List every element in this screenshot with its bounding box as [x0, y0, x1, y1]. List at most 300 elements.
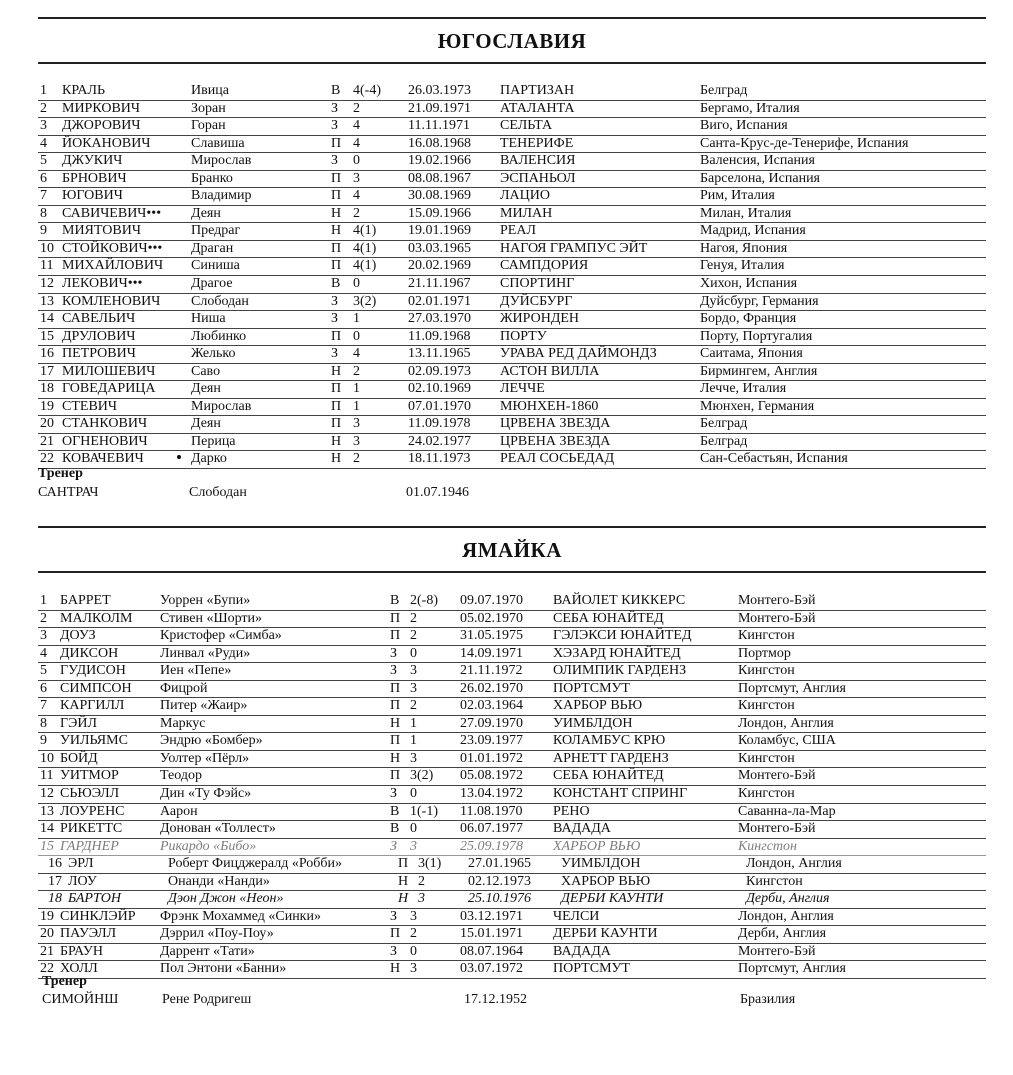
player-club: РЕНО: [553, 803, 590, 819]
player-num: 11: [40, 258, 54, 274]
player-name: Синиша: [191, 258, 240, 274]
player-city: Валенсия, Испания: [700, 153, 815, 169]
coach-dob: 17.12.1952: [464, 992, 527, 1007]
player-dob: 27.09.1970: [460, 715, 523, 731]
player-num: 21: [40, 943, 54, 959]
player-name: Фрэнк Мохаммед «Синки»: [160, 908, 321, 924]
player-row: [38, 294, 986, 312]
player-name: Слободан: [191, 293, 249, 309]
player-caps: 2: [353, 100, 360, 116]
player-pos: В: [390, 803, 400, 819]
player-club: ВАДАДА: [553, 821, 611, 837]
player-city: Дерби, Англия: [738, 926, 827, 942]
player-caps: 2(-8): [410, 593, 438, 608]
player-surname: ГАРДНЕР: [60, 838, 119, 854]
player-num: 1: [40, 593, 47, 608]
player-dob: 08.07.1964: [460, 943, 523, 959]
player-num: 15: [40, 328, 54, 344]
player-city: Кингстон: [738, 628, 795, 644]
player-pos: П: [331, 398, 342, 414]
player-city: Мадрид, Испания: [700, 223, 806, 239]
player-club: ПОРТУ: [500, 328, 547, 344]
player-surname: ЭРЛ: [68, 856, 94, 872]
player-pos: В: [331, 83, 341, 98]
player-club: ХАРБОР ВЬЮ: [561, 873, 651, 889]
player-surname: ОГНЕНОВИЧ: [62, 433, 148, 449]
player-name: Ниша: [191, 311, 226, 327]
player-num: 14: [40, 821, 54, 837]
player-pos: Н: [398, 891, 409, 907]
player-pos: Н: [331, 223, 342, 239]
player-pos: З: [331, 346, 339, 362]
player-row: [38, 926, 986, 944]
player-row: [38, 839, 986, 857]
player-dob: 13.04.1972: [460, 786, 523, 802]
player-name: Саво: [191, 363, 221, 379]
player-num: 8: [40, 205, 47, 221]
player-club: АСТОН ВИЛЛА: [500, 363, 600, 379]
player-surname: ЛОУРЕНС: [60, 803, 125, 819]
player-row: [38, 276, 986, 294]
player-num: 13: [40, 803, 54, 819]
player-city: Кингстон: [738, 838, 797, 854]
player-num: 20: [40, 416, 54, 432]
player-dob: 11.09.1968: [408, 328, 471, 344]
player-row: [38, 909, 986, 927]
player-caps: 4: [353, 188, 360, 204]
player-city: Рим, Италия: [700, 188, 775, 204]
player-club: ХЭЗАРД ЮНАЙТЕД: [553, 645, 681, 661]
player-pos: В: [331, 276, 341, 292]
player-num: 6: [40, 170, 47, 186]
player-dob: 02.09.1973: [408, 363, 471, 379]
player-surname: ЙОКАНОВИЧ: [62, 135, 151, 151]
player-caps: 2: [418, 873, 425, 889]
player-name: Иен «Пепе»: [160, 663, 232, 679]
player-city: Портмор: [738, 645, 791, 661]
player-pos: З: [331, 293, 339, 309]
player-pos: П: [331, 416, 342, 432]
player-club: ГЭЛЭКСИ ЮНАЙТЕД: [553, 628, 692, 644]
player-city: Белград: [700, 433, 748, 449]
player-pos: З: [390, 786, 398, 802]
player-name: Дэон Джон «Неон»: [168, 891, 284, 907]
player-surname: ХОЛЛ: [60, 961, 98, 977]
player-name: Мирослав: [191, 153, 252, 169]
player-caps: 3(1): [418, 856, 442, 872]
coach-name: Рене Родригеш: [162, 992, 252, 1007]
player-surname: БРАУН: [60, 943, 103, 959]
roster-yugoslavia: [38, 83, 986, 469]
player-name: Линвал «Руди»: [160, 645, 251, 661]
player-name: Уолтер «Пёрл»: [160, 750, 250, 766]
player-surname: ПАУЭЛЛ: [60, 926, 117, 942]
player-city: Мюнхен, Германия: [700, 398, 815, 414]
player-dob: 03.07.1972: [460, 961, 523, 977]
coach-surname: САНТРАЧ: [38, 485, 99, 500]
player-pos: З: [331, 153, 339, 169]
player-surname: БАРРЕТ: [60, 593, 111, 608]
player-club: НАГОЯ ГРАМПУС ЭЙТ: [500, 240, 648, 256]
player-city: Порту, Португалия: [700, 328, 813, 344]
player-dob: 03.03.1965: [408, 240, 471, 256]
coach-heading-yugoslavia: Тренер: [38, 466, 83, 481]
player-dob: 05.08.1972: [460, 768, 523, 784]
player-dob: 08.08.1967: [408, 170, 471, 186]
player-dob: 16.08.1968: [408, 135, 471, 151]
player-dob: 27.03.1970: [408, 311, 471, 327]
player-surname: ЛЕКОВИЧ•••: [62, 276, 143, 292]
player-city: Белград: [700, 416, 748, 432]
player-name: Дэррил «Поу-Поу»: [160, 926, 274, 942]
player-city: Хихон, Испания: [700, 276, 798, 292]
player-city: Монтего-Бэй: [738, 821, 816, 837]
player-city: Кингстон: [738, 663, 795, 679]
player-dob: 06.07.1977: [460, 821, 523, 837]
player-pos: П: [390, 698, 401, 714]
player-row: [38, 136, 986, 154]
player-name: Бранко: [191, 170, 233, 186]
player-caps: 3: [353, 416, 360, 432]
player-name: Дарко: [191, 451, 227, 467]
coach-dob: 01.07.1946: [406, 485, 469, 500]
player-caps: 4(1): [353, 223, 377, 239]
player-caps: 3: [353, 433, 360, 449]
player-surname: КАРГИЛЛ: [60, 698, 125, 714]
player-dob: 05.02.1970: [460, 610, 523, 626]
player-name: Мирослав: [191, 398, 252, 414]
player-caps: 1: [410, 733, 417, 749]
player-num: 11: [40, 768, 54, 784]
player-pos: П: [331, 188, 342, 204]
player-club: ВАЙОЛЕТ КИККЕРС: [553, 593, 686, 608]
player-caps: 3: [410, 680, 417, 696]
player-pos: П: [390, 733, 401, 749]
player-row: [38, 83, 986, 101]
player-city: Кингстон: [738, 750, 795, 766]
player-surname: МИЛОШЕВИЧ: [62, 363, 156, 379]
player-dob: 21.11.1972: [460, 663, 523, 679]
player-pos: П: [390, 680, 401, 696]
player-dob: 18.11.1973: [408, 451, 471, 467]
player-num: 21: [40, 433, 54, 449]
player-pos: З: [390, 838, 397, 854]
player-city: Лондон, Англия: [746, 856, 842, 872]
player-pos: П: [398, 856, 409, 872]
player-num: 10: [40, 750, 54, 766]
player-city: Монтего-Бэй: [738, 768, 816, 784]
player-surname: СТОЙКОВИЧ•••: [62, 240, 163, 256]
player-caps: 2: [410, 926, 417, 942]
player-caps: 3: [353, 170, 360, 186]
player-city: Дуйсбург, Германия: [700, 293, 819, 309]
player-num: 12: [40, 786, 54, 802]
player-caps: 1: [353, 398, 360, 414]
player-club: АРНЕТТ ГАРДЕНЗ: [553, 750, 669, 766]
player-pos: Н: [390, 750, 401, 766]
player-dob: 26.03.1973: [408, 83, 471, 98]
coach-jamaica: [42, 992, 986, 1010]
player-dob: 02.03.1964: [460, 698, 523, 714]
player-name: Аарон: [160, 803, 198, 819]
player-club: ЭСПАНЬОЛ: [500, 170, 576, 186]
player-caps: 3: [410, 838, 417, 854]
player-club: САМПДОРИЯ: [500, 258, 589, 274]
player-dob: 14.09.1971: [460, 645, 523, 661]
player-pos: Н: [331, 205, 342, 221]
player-caps: 3: [418, 891, 425, 907]
player-dob: 13.11.1965: [408, 346, 471, 362]
player-surname: СИМПСОН: [60, 680, 132, 696]
player-name: Роберт Фицджералд «Робби»: [168, 856, 343, 872]
player-row: [38, 733, 986, 751]
player-row: [38, 856, 986, 874]
player-row: [38, 646, 986, 664]
player-city: Монтего-Бэй: [738, 610, 816, 626]
player-surname: КОМЛЕНОВИЧ: [62, 293, 161, 309]
player-surname: ДИКСОН: [60, 645, 119, 661]
player-row: [38, 399, 986, 417]
player-club: АТАЛАНТА: [500, 100, 575, 116]
player-dob: 23.09.1977: [460, 733, 523, 749]
player-city: Лондон, Англия: [738, 908, 834, 924]
player-dob: 26.02.1970: [460, 680, 523, 696]
player-name: Пол Энтони «Банни»: [160, 961, 287, 977]
player-caps: 4(-4): [353, 83, 381, 98]
player-pos: П: [331, 135, 342, 151]
player-num: 7: [40, 698, 47, 714]
player-name: Ивица: [191, 83, 229, 98]
player-dob: 02.10.1969: [408, 381, 471, 397]
player-pos: Н: [331, 451, 342, 467]
player-name: Стивен «Шорти»: [160, 610, 263, 626]
player-club: СЕБА ЮНАЙТЕД: [553, 768, 664, 784]
player-pos: З: [390, 645, 398, 661]
player-row: [38, 329, 986, 347]
player-surname: ДЖУКИЧ: [62, 153, 123, 169]
player-surname: ЛОУ: [68, 873, 97, 889]
player-pos: П: [390, 628, 401, 644]
player-row: [38, 434, 986, 452]
player-dob: 11.08.1970: [460, 803, 523, 819]
player-name: Зоран: [191, 100, 226, 116]
player-caps: 0: [410, 821, 417, 837]
player-club: КОЛАМБУС КРЮ: [553, 733, 666, 749]
player-row: [38, 118, 986, 136]
player-num: 17: [48, 873, 62, 889]
player-surname: КРАЛЬ: [62, 83, 105, 98]
player-city: Милан, Италия: [700, 205, 792, 221]
player-pos: З: [331, 100, 339, 116]
player-surname: УИЛЬЯМС: [60, 733, 128, 749]
player-caps: 2: [353, 451, 360, 467]
player-num: 22: [40, 961, 54, 977]
player-row: [38, 681, 986, 699]
player-name: Перица: [191, 433, 236, 449]
player-pos: Н: [398, 873, 409, 889]
player-dob: 20.02.1969: [408, 258, 471, 274]
player-num: 10: [40, 240, 54, 256]
player-name: Онанди «Нанди»: [168, 873, 270, 889]
player-caps: 3: [410, 663, 417, 679]
player-caps: 4: [353, 346, 360, 362]
player-dob: 31.05.1975: [460, 628, 523, 644]
player-name: Драган: [191, 240, 234, 256]
player-row: [38, 593, 986, 611]
player-caps: 4(1): [353, 258, 377, 274]
player-num: 17: [40, 363, 54, 379]
player-row: [38, 944, 986, 962]
player-pos: Н: [331, 363, 342, 379]
player-row: [38, 381, 986, 399]
player-num: 3: [40, 118, 47, 134]
player-club: ДЕРБИ КАУНТИ: [553, 926, 658, 942]
player-pos: П: [331, 170, 342, 186]
player-club: СЕБА ЮНАЙТЕД: [553, 610, 664, 626]
player-name: Деян: [191, 381, 221, 397]
player-num: 18: [40, 381, 54, 397]
player-city: Портсмут, Англия: [738, 680, 846, 696]
player-name: Рикардо «Бибо»: [160, 838, 257, 854]
coach-country: Бразилия: [740, 992, 796, 1007]
player-surname: САВЕЛЬИЧ: [62, 311, 136, 327]
player-pos: З: [331, 118, 339, 134]
player-club: МИЛАН: [500, 205, 553, 221]
player-num: 6: [40, 680, 47, 696]
player-num: 16: [48, 856, 62, 872]
player-city: Портсмут, Англия: [738, 961, 846, 977]
player-num: 3: [40, 628, 47, 644]
player-pos: П: [331, 381, 342, 397]
player-name: Желько: [191, 346, 236, 362]
player-name: Предраг: [191, 223, 241, 239]
player-pos: В: [390, 593, 400, 608]
player-name: Уоррен «Бупи»: [160, 593, 251, 608]
player-pos: П: [390, 768, 401, 784]
player-row: [38, 346, 986, 364]
coach-surname: СИМОЙНШ: [42, 992, 119, 1007]
player-pos: П: [390, 926, 401, 942]
player-name: Даррент «Тати»: [160, 943, 255, 959]
player-caps: 1: [353, 381, 360, 397]
player-name: Дин «Ту Фэйс»: [160, 786, 252, 802]
player-caps: 2: [410, 698, 417, 714]
player-club: СПОРТИНГ: [500, 276, 575, 292]
player-club: ЛЕЧЧЕ: [500, 381, 545, 397]
player-caps: 2: [410, 628, 417, 644]
player-row: [38, 171, 986, 189]
player-dob: 21.11.1967: [408, 276, 471, 292]
player-row: [38, 891, 986, 909]
player-row: [38, 751, 986, 769]
player-surname: ЮГОВИЧ: [62, 188, 123, 204]
player-caps: 4: [353, 118, 360, 134]
player-num: 22: [40, 451, 54, 467]
player-caps: 0: [410, 645, 417, 661]
player-club: РЕАЛ: [500, 223, 536, 239]
player-club: РЕАЛ СОСЬЕДАД: [500, 451, 615, 467]
section-rule: [38, 526, 986, 528]
player-dob: 19.01.1969: [408, 223, 471, 239]
player-row: [38, 364, 986, 382]
player-surname: СТЕВИЧ: [62, 398, 117, 414]
player-city: Монтего-Бэй: [738, 943, 816, 959]
player-city: Коламбус, США: [738, 733, 836, 749]
player-club: КОНСТАНТ СПРИНГ: [553, 786, 688, 802]
player-pos: З: [390, 908, 398, 924]
player-surname: БОЙД: [60, 750, 98, 766]
player-row: [38, 804, 986, 822]
player-pos: Н: [390, 961, 401, 977]
team-title-yugoslavia: ЮГОСЛАВИЯ: [437, 29, 587, 53]
player-city: Бордо, Франция: [700, 311, 797, 327]
player-surname: ГОВЕДАРИЦА: [62, 381, 156, 397]
player-caps: 0: [410, 943, 417, 959]
player-name: Фицрой: [160, 680, 208, 696]
player-city: Нагоя, Япония: [700, 240, 788, 256]
player-surname: БРНОВИЧ: [62, 170, 127, 186]
player-club: УИМБЛДОН: [561, 856, 641, 872]
player-num: 16: [40, 346, 54, 362]
player-name: Теодор: [160, 768, 202, 784]
player-club: ВАЛЕНСИЯ: [500, 153, 576, 169]
player-club: ВАДАДА: [553, 943, 611, 959]
player-name: Любинко: [191, 328, 247, 344]
player-club: ЖИРОНДЕН: [500, 311, 580, 327]
player-row: [38, 611, 986, 629]
player-name: Деян: [191, 205, 221, 221]
player-club: ЧЕЛСИ: [553, 908, 600, 924]
player-row: [38, 786, 986, 804]
player-club: ОЛИМПИК ГАРДЕНЗ: [553, 663, 687, 679]
player-pos: П: [331, 240, 342, 256]
player-surname: БАРТОН: [68, 891, 121, 907]
roster-jamaica: [38, 593, 986, 979]
player-surname: МАЛКОЛМ: [60, 610, 133, 626]
player-dob: 19.02.1966: [408, 153, 471, 169]
player-row: [38, 241, 986, 259]
player-caps: 2: [353, 205, 360, 221]
player-num: 18: [48, 891, 62, 907]
player-name: Деян: [191, 416, 221, 432]
player-city: Кингстон: [746, 873, 803, 889]
player-club: СЕЛЬТА: [500, 118, 553, 134]
player-club: ПОРТСМУТ: [553, 961, 630, 977]
player-pos: З: [390, 663, 398, 679]
player-name: Маркус: [160, 715, 206, 731]
player-num: 9: [40, 733, 47, 749]
player-city: Кингстон: [738, 698, 795, 714]
player-name: Горан: [191, 118, 226, 134]
player-num: 1: [40, 83, 47, 98]
player-dob: 03.12.1971: [460, 908, 523, 924]
coach-heading-jamaica: Тренер: [42, 974, 87, 989]
player-surname: ДРУЛОВИЧ: [62, 328, 136, 344]
player-caps: 4(1): [353, 240, 377, 256]
player-num: 12: [40, 276, 54, 292]
player-city: Лечче, Италия: [700, 381, 787, 397]
player-dob: 27.01.1965: [468, 856, 531, 872]
player-row: [38, 698, 986, 716]
player-name: Питер «Жаир»: [160, 698, 248, 714]
player-club: УИМБЛДОН: [553, 715, 633, 731]
player-surname: СЬЮЭЛЛ: [60, 786, 120, 802]
player-row: [38, 451, 986, 469]
player-row: [38, 768, 986, 786]
player-row: [38, 663, 986, 681]
player-pos: Н: [390, 715, 401, 731]
player-caps: 4: [353, 135, 360, 151]
